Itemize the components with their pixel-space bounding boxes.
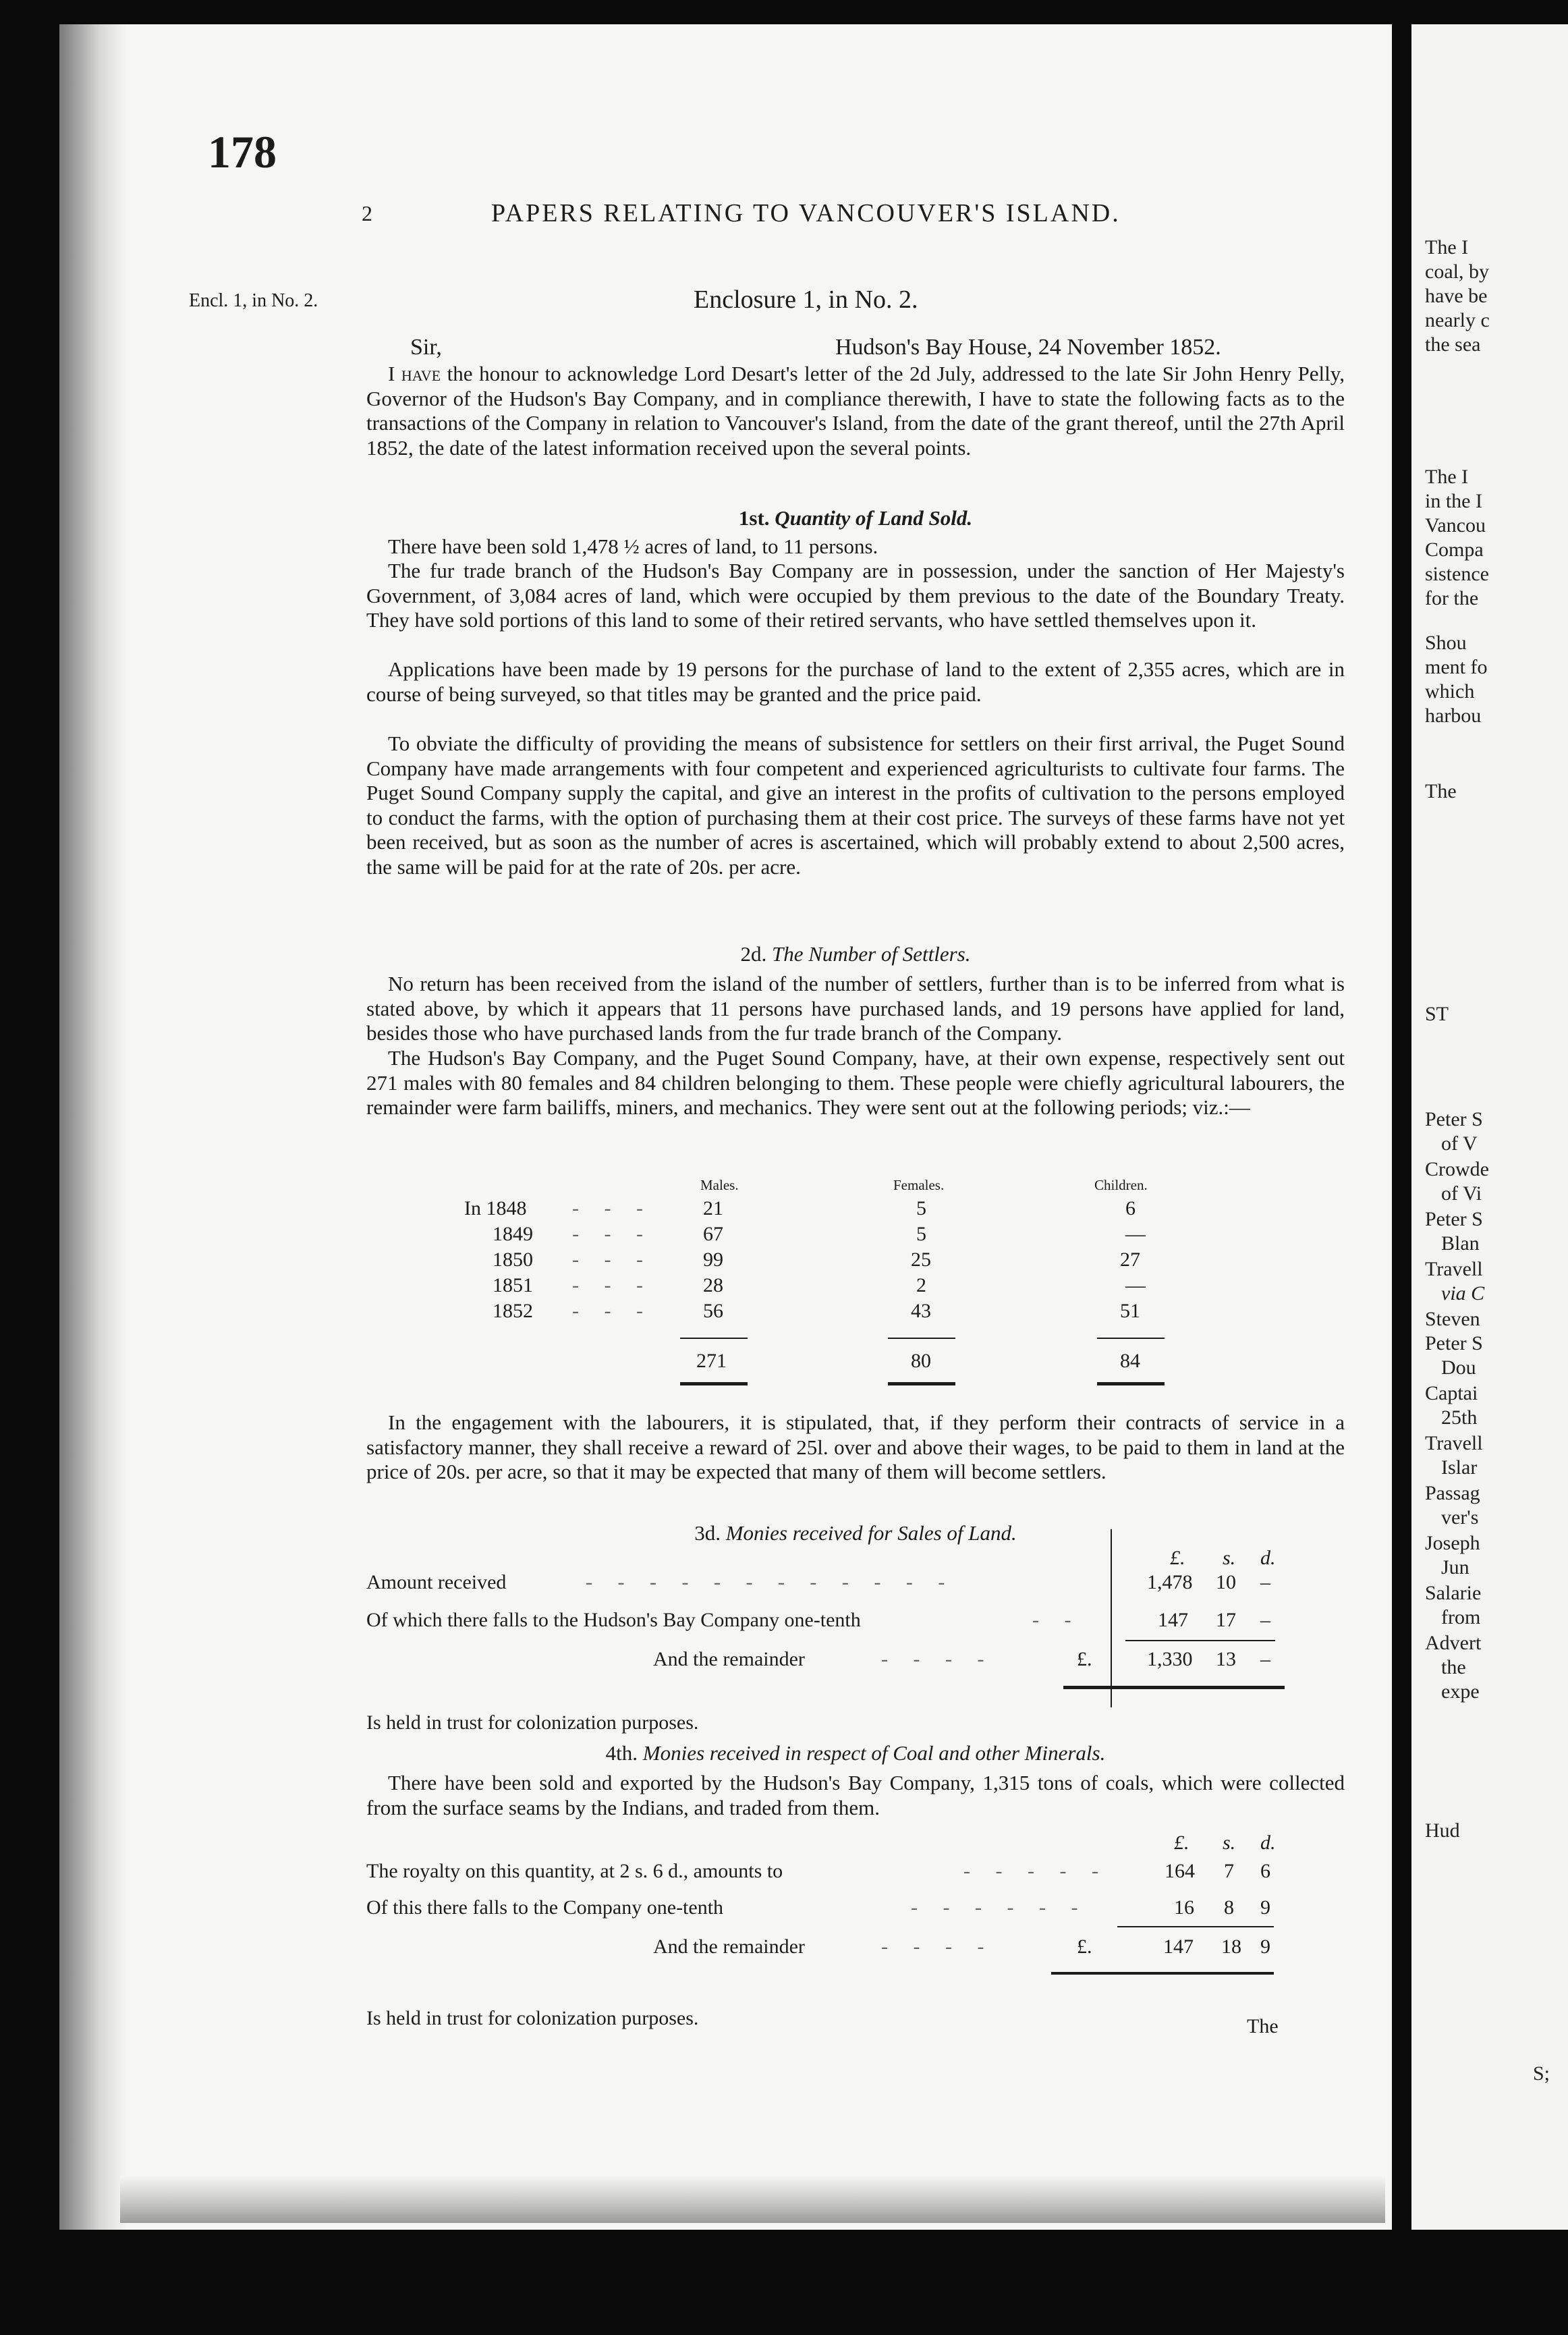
facing-page-text: Travell <box>1425 1432 1483 1454</box>
table-year: 1849 <box>493 1223 533 1245</box>
facing-page-text: harbou <box>1425 705 1482 727</box>
account-label: And the remainder <box>653 1935 805 1958</box>
table-header-children: Children. <box>1094 1177 1148 1193</box>
facing-page-text: Crowde <box>1425 1158 1489 1180</box>
section-1-paragraph: To obviate the difficulty of providing the means of subsistence for settlers on their first arrival, the Puget Sound Company have made arrangements with four competent and experienced agriculturists to cultivate four farms. The Puget Sound Company supply the capital, and give an interest in the profits of cultivation to the persons employed to conduct the farms, with the option of purchasing them at their cost price. The surveys of these farms have not yet been received, but as soon as the number of acres is ascertained, which will probably extend to about 2,500 acres, the same will be paid for at the rate of 20s. per acre. <box>366 732 1345 879</box>
table-header-females: Females. <box>893 1177 945 1193</box>
section-1-paragraph: Applications have been made by 19 persons for the purchase of land to the extent of 2,355 acres, which are in course of being surveyed, so that titles may be granted and the price paid. <box>366 657 1345 706</box>
account-pounds: 1,330 <box>1147 1648 1193 1670</box>
section-2-paragraph: The Hudson's Bay Company, and the Puget Sound Company, have, at their own expense, respectively sent out 271 males with 80 females and 84 children belonging to them. These people were chiefly agricultural labourers, the remainder were farm bailiffs, miners, and mechanics. They were sent out at the following periods; viz.:— <box>366 1046 1345 1119</box>
table-total-children: 84 <box>1120 1350 1140 1372</box>
facing-page-text: ment fo <box>1425 656 1488 678</box>
account-shillings: 17 <box>1216 1609 1236 1631</box>
facing-page-text: sistence <box>1425 563 1489 585</box>
section-1-number: 1st. <box>738 506 770 530</box>
table-header-males: Males. <box>700 1177 739 1193</box>
dateline: Hudson's Bay House, 24 November 1852. <box>835 335 1221 360</box>
table-males: 56 <box>703 1300 723 1322</box>
facing-page-text: 25th <box>1441 1406 1478 1429</box>
account-total-rule <box>1051 1972 1274 1975</box>
table-total-females: 80 <box>911 1350 931 1372</box>
facing-page-text: of Vi <box>1441 1182 1482 1205</box>
salutation: Sir, <box>410 335 442 360</box>
table-females: 43 <box>911 1300 931 1322</box>
account-pounds: 1,478 <box>1147 1571 1193 1593</box>
facing-page-text: Hud <box>1425 1819 1460 1842</box>
section-1-title: Quantity of Land Sold. <box>775 506 973 530</box>
section-4-closing: Is held in trust for colonization purposes. <box>366 2007 699 2029</box>
section-2-closing-paragraph: In the engagement with the labourers, it is stipulated, that, if they perform their contracts of service in a satisfactory manner, they shall receive a reward of 25l. over and above their wages, to be paid to them in land at the price of 20s. per acre, so that it may be expected that many of them will become settlers. <box>366 1410 1345 1483</box>
table-males: 28 <box>703 1274 723 1296</box>
facing-page-text: the sea <box>1425 333 1481 356</box>
table-children: — <box>1125 1274 1146 1296</box>
running-head: PAPERS RELATING TO VANCOUVER'S ISLAND. <box>491 199 1121 227</box>
facing-page-text: The <box>1425 780 1457 802</box>
table-children: — <box>1125 1223 1146 1245</box>
account-shillings: 8 <box>1224 1896 1234 1919</box>
account-label: Of this there falls to the Company one-tenth <box>366 1896 724 1919</box>
account-pence: – <box>1260 1648 1270 1670</box>
table-males: 99 <box>703 1248 723 1271</box>
facing-page-text: Dou <box>1441 1356 1476 1379</box>
facing-page-text: Blan <box>1441 1232 1480 1255</box>
facing-page-text: Vancou <box>1425 514 1486 537</box>
section-3-title: Monies received for Sales of Land. <box>725 1521 1017 1545</box>
table-rule <box>680 1338 748 1339</box>
section-3-closing: Is held in trust for colonization purposes. <box>366 1711 699 1734</box>
table-males: 21 <box>703 1197 723 1219</box>
facing-page-text: Advert <box>1425 1632 1482 1654</box>
facing-page-text: Peter S <box>1425 1108 1483 1130</box>
account-pounds: 16 <box>1174 1896 1194 1919</box>
left-page: 178 2 PAPERS RELATING TO VANCOUVER'S ISLAND. Encl. 1, in No. 2. Enclosure 1, in No. 2. Sir, Hudson's Bay House, 24 November 1852. I have the honour to acknowledge Lord Desart's letter of the 2d July, addressed to the late Sir John Henry Pelly, Governor of the Hudson's Bay Company, and in compliance therewith, I have to state the following facts as to the transactions of the Company in relation to Vancouver's Island, from the date of the grant thereof, until the 27th April 1852, the date of the latest information received upon the several points. 1st. Quantity of Land Sold. There have been sold 1,478 ½ acres of land, to 11 persons. The fur trade branch of the Hudson's Bay Company are in possession, under the sanction of Her Majesty's Government, of 3,084 acres of land, which were occupied by them previous to the date of the Boundary Treaty. They have sold portions of this land to some of their retired servants, who have settled themselves upon it. Applications have been made by 19 persons for the purchase of land to the extent of 2,355 acres, which are in course of being surveyed, so that titles may be granted and the price paid. To obviate the difficulty of providing the means of subsistence for settlers on their first arrival, the Puget Sound Company have made arrangements with four competent and experienced agriculturists to cultivate four farms. The Puget Sound Company supply the capital, and give an interest in the profits of cultivation to the persons employed to conduct the farms, with the option of purchasing them at their cost price. The surveys of these farms have not yet been received, but as soon as the number of acres is ascertained, which will probably extend to about 2,500 acres, the same will be paid for at the rate of 20s. per acre. 2d. The Number of Settlers. No return has been received from the island of the number of settlers, further than is to be inferred from what is stated above, by which it appears that 11 persons have purchased lands, and 19 persons have applied for land, besides those who have purchased lands from the fur trade branch of the Company. The Hudson's Bay Company, and the Puget Sound Company, have, at their own expense, respectively sent out 271 males with 80 females and 84 children belonging to them. These people were chiefly agricultural labourers, the remainder were farm bailiffs, miners, and mechanics. They were sent out at the following periods; viz.:— Males. Females. Children. In 1848 - - - 21 5 6 1849 - - - 67 5 — 1850 - - - 99 25 27 1851 - - - 28 2 — 1852 - - - 56 43 51 271 80 84 In the engagement with the labourers, it is stipulated, that, if they perform their contracts of service in a satisfactory manner, they shall receive a reward of 25l. over and above their wages, to be paid to them in land at the price of 20s. per acre, so that it may be expected that many of them will become settlers. 3d. Monies received for Sales of Land. £. s. d. Amount received - - - - - - - - - - - - 1,478 10 – Of which there falls to the Hudson's Bay Company one-tenth - - 147 17 – And the remainder - - - - £. 1,330 13 – Is held in trust for colonization purposes. 4th. Monies received in respect of Coal and other Minerals. There have been sold and exported by the Hudson's Bay Company, 1,315 tons of coals, which were collected from the surface seams by the Indians, and traded from them. £. s. d. The royalty on this quantity, at 2 s. 6 d., amounts to - - - - - 164 7 6 Of this there falls to the Company one-tenth - - - - - - 16 8 9 And the remainder - - - - £. 147 18 9 Is held in trust for colonization purposes. The <box>59 24 1392 2230</box>
table-children: 6 <box>1125 1197 1136 1219</box>
table-children: 51 <box>1120 1300 1140 1322</box>
page-bottom-shadow <box>120 2176 1385 2223</box>
intro-opening: I have <box>388 362 441 385</box>
account-label: Amount received <box>366 1571 507 1593</box>
account-prefix: £. <box>1077 1935 1092 1958</box>
account-pence: 9 <box>1260 1935 1270 1958</box>
facing-page-text: coal, by <box>1425 260 1489 283</box>
folio-number: 2 <box>362 201 372 225</box>
table-year: 1852 <box>493 1300 533 1322</box>
table-females: 25 <box>911 1248 931 1271</box>
facing-page-text: Passag <box>1425 1482 1480 1504</box>
table-year: In 1848 <box>464 1197 527 1219</box>
margin-note: Encl. 1, in No. 2. <box>189 290 318 311</box>
facing-page-text: for the <box>1425 587 1479 609</box>
table-year: 1850 <box>493 1248 533 1271</box>
facing-page-text: which <box>1425 680 1475 703</box>
account-shillings: 18 <box>1221 1935 1241 1958</box>
facing-page-text: Captai <box>1425 1382 1478 1404</box>
facing-page-text: Shou <box>1425 632 1467 654</box>
facing-page-text: Joseph <box>1425 1532 1480 1554</box>
account-pounds: 147 <box>1158 1609 1188 1631</box>
facing-page-text: S; <box>1533 2062 1550 2085</box>
section-2-number: 2d. <box>740 942 767 966</box>
page-number: 178 <box>208 126 277 177</box>
section-2-title: The Number of Settlers. <box>772 942 971 966</box>
account-pence: 6 <box>1260 1860 1270 1882</box>
account-shillings: 7 <box>1224 1860 1234 1882</box>
account-shillings: 13 <box>1216 1648 1236 1670</box>
facing-page-text: Peter S <box>1425 1332 1483 1354</box>
facing-page-text: Islar <box>1441 1456 1478 1479</box>
account-shillings: 10 <box>1216 1571 1236 1593</box>
table-males: 67 <box>703 1223 723 1245</box>
section-4-number: 4th. <box>605 1741 638 1765</box>
currency-header: s. <box>1223 1547 1236 1569</box>
account-subtotal-rule <box>1125 1640 1275 1641</box>
currency-header: £. <box>1170 1547 1185 1569</box>
section-4-heading <box>366 1741 1345 1765</box>
section-3-number: 3d. <box>694 1521 721 1545</box>
section-1-paragraph: There have been sold 1,478 ½ acres of land, to 11 persons. <box>388 534 878 558</box>
facing-page-text: in the I <box>1425 490 1482 512</box>
section-2-heading <box>366 942 1345 966</box>
account-vertical-rule <box>1111 1529 1112 1707</box>
enclosure-heading: Enclosure 1, in No. 2. <box>694 285 918 314</box>
facing-page-text: from <box>1441 1606 1481 1628</box>
facing-page-text: The I <box>1425 466 1469 488</box>
account-pence: 9 <box>1260 1896 1270 1919</box>
facing-page-text: Steven <box>1425 1308 1480 1330</box>
section-1-heading <box>366 506 1345 530</box>
table-total-rule <box>680 1382 748 1385</box>
facing-page-text: ST <box>1425 1003 1449 1025</box>
account-pounds: 164 <box>1165 1860 1195 1882</box>
facing-page-text: Compa <box>1425 539 1484 561</box>
table-females: 2 <box>916 1274 926 1296</box>
account-pounds: 147 <box>1163 1935 1194 1958</box>
section-4-title: Monies received in respect of Coal and other Minerals. <box>642 1741 1106 1765</box>
page-gutter-shadow <box>59 24 127 2230</box>
facing-page-text: Travell <box>1425 1258 1483 1280</box>
facing-page-text: expe <box>1441 1680 1480 1703</box>
facing-page-fragment <box>1411 24 1568 2230</box>
currency-header: d. <box>1260 1832 1276 1854</box>
currency-header: s. <box>1223 1832 1236 1854</box>
account-total-rule <box>1063 1686 1285 1689</box>
intro-text: the honour to acknowledge Lord Desart's letter of the 2d July, addressed to the late Sir John Henry Pelly, Governor of the Hudson's Bay Company, and in compliance therewith, I have to state the following facts as to the transactions of the Company in relation to Vancouver's Island, from the date of the grant thereof, until the 27th April 1852, the date of the latest information received upon the several points. <box>366 362 1345 460</box>
section-2-paragraph: No return has been received from the island of the number of settlers, further than is to be inferred from what is stated above, by which it appears that 11 persons have purchased lands, and 19 persons have applied for land, besides those who have purchased lands from the fur trade branch of the Company. <box>366 972 1345 1045</box>
section-3-heading <box>366 1521 1345 1545</box>
facing-page-text: of V <box>1441 1132 1478 1155</box>
account-label: Of which there falls to the Hudson's Bay Company one-tenth <box>366 1609 861 1631</box>
table-children: 27 <box>1120 1248 1140 1271</box>
facing-page-text: nearly c <box>1425 309 1490 331</box>
table-total-rule <box>1097 1382 1165 1385</box>
account-label: And the remainder <box>653 1648 805 1670</box>
section-1-paragraph: The fur trade branch of the Hudson's Bay Company are in possession, under the sanction of Her Majesty's Government, of 3,084 acres of land, which were occupied by them previous to the date of the Boundary Treaty. They have sold portions of this land to some of their retired servants, who have settled themselves upon it. <box>366 559 1345 632</box>
account-prefix: £. <box>1077 1648 1092 1670</box>
table-total-rule <box>888 1382 955 1385</box>
currency-header: d. <box>1260 1547 1276 1569</box>
account-label: The royalty on this quantity, at 2 s. 6 d., amounts to <box>366 1860 783 1882</box>
table-rule <box>1097 1338 1165 1339</box>
section-4-intro: There have been sold and exported by the Hudson's Bay Company, 1,315 tons of coals, which were collected from the surface seams by the Indians, and traded from them. <box>366 1771 1345 1819</box>
facing-page-text: Salarie <box>1425 1582 1482 1604</box>
facing-page-text: Jun <box>1441 1556 1469 1578</box>
account-pence: – <box>1260 1609 1270 1631</box>
table-females: 5 <box>916 1223 926 1245</box>
table-females: 5 <box>916 1197 926 1219</box>
table-total-males: 271 <box>696 1350 727 1372</box>
facing-page-text: Peter S <box>1425 1208 1483 1230</box>
facing-page-text: the <box>1441 1656 1466 1678</box>
facing-page-text: via C <box>1441 1282 1485 1304</box>
catchword: The <box>1247 2015 1279 2037</box>
table-year: 1851 <box>493 1274 533 1296</box>
currency-header: £. <box>1174 1832 1189 1854</box>
intro-paragraph <box>366 362 1345 460</box>
table-rule <box>888 1338 955 1339</box>
account-subtotal-rule <box>1117 1926 1274 1927</box>
facing-page-text: have be <box>1425 285 1488 307</box>
facing-page-text: The I <box>1425 236 1469 258</box>
account-pence: – <box>1260 1571 1270 1593</box>
facing-page-text: ver's <box>1441 1506 1479 1529</box>
